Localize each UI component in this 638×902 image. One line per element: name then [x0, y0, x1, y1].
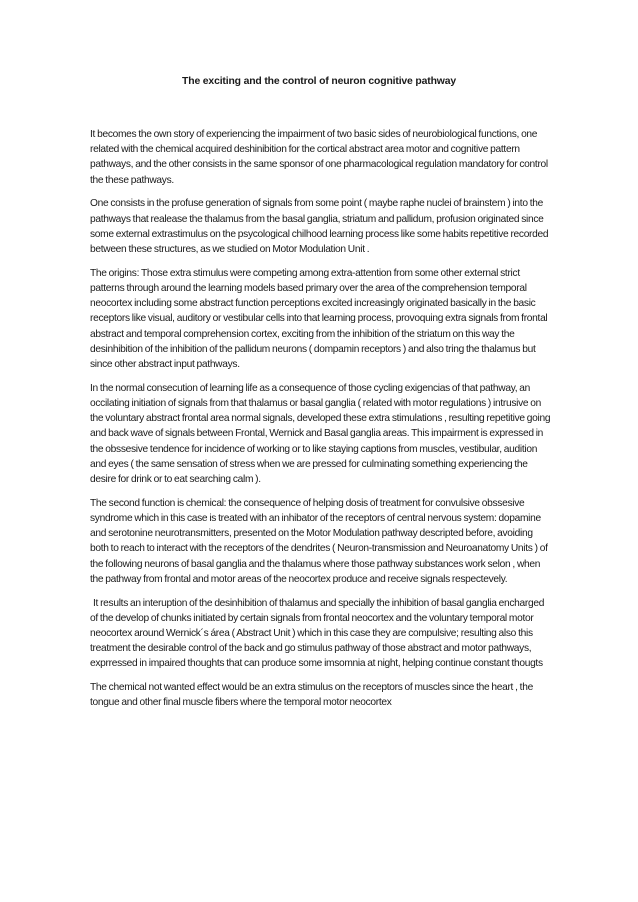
document-body: [90, 127, 552, 719]
paragraph-2: One consists in the profuse generation of signals from some point ( maybe raphe nuclei of brainstem ) into the pathways that realease the thalamus from the basal ganglia, striatum and pallidum, profusion originated since some external extrastimulus on the psycological chilhood learning process like some habits repetitive recorded between these structures, as we studied on Motor Modulation Unit .: [90, 198, 549, 256]
paragraph-3: The origins: Those extra stimulus were competing among extra-attention from some other external strict patterns through around the learning models based primary over the area of the comprehension temporal neocortex including some abstract function perceptions excited increasingly originated basically in the basic receptors like visual, auditory or vestibular cells into that learning process, provoquing extra signals from frontal abstract and temporal comprehension cortex, exciting from the inhibition of the striatum on this way the desinhibition of the inhibition of the pallidum neurons ( dompamin receptors ) and also tring the thalamus but since other abstract input pathways.: [90, 267, 548, 371]
paragraph-1: It becomes the own story of experiencing the impairment of two basic sides of neurobiological functions, one related with the chemical acquired deshinibition for the cortical abstract area motor and cognitive pattern pathways, and the other consists in the same sponsor of one pharmacological regulation mandatory for control the these pathways.: [90, 129, 548, 186]
paragraph-5: The second function is chemical: the consequence of helping dosis of treatment for convulsive obssesive syndrome which in this case is treated with an inhibator of the receptors of central nervous system: dopamine and serotonine neurotransmitters, presented on the Motor Modulation pathway descripted before, avoiding both to reach to interact with the receptors of the dendrites ( Neuron-transmission and Neuroanatomy Units ) of the following neurons of basal ganglia and the thalamus where those pathway substances work selon , when the pathway from frontal and motor areas of the neocortex produce and receive signals respectevely.: [90, 497, 548, 585]
paragraph-7: The chemical not wanted effect would be an extra stimulus on the receptors of muscles since the heart , the tongue and other final muscle fibers where the temporal motor neocortex: [90, 682, 533, 709]
paragraph-6: It results an interuption of the desinhibition of thalamus and specially the inhibition of basal ganglia encharged of the develop of chunks initiated by certain signals from frontal neocortex and the voluntary temporal motor neocortex around Wernick´s área ( Abstract Unit ) which in this case they are compulsive; resulting also this treatment the desirable control of the back and go stimulus pathway of those abstract and motor pathways, exprressed in impaired thoughts that can produce some imsomnia at night, helping continue constant thougts: [90, 597, 545, 670]
document-title: The exciting and the control of neuron cognitive pathway: [182, 76, 456, 87]
paragraph-4: In the normal consecution of learning life as a consequence of those cycling exigencias of that pathway, an occilating initiation of signals from that thalamus or basal ganglia ( related with motor regulations ) intrusive on the voluntary abstract frontal area normal signals, developed these extra stimulations , resulting repetitive going and back wave of signals between Frontal, Wernick and Basal ganglia areas. This impairment is expressed in the obssesive tendence for incidence of working or to like staying captions from muscles, vestibular, audition and eyes ( the same sensation of stress when we are pressed for culminating something experiencing the desire for drink or to eat searching calm ).: [90, 382, 551, 486]
